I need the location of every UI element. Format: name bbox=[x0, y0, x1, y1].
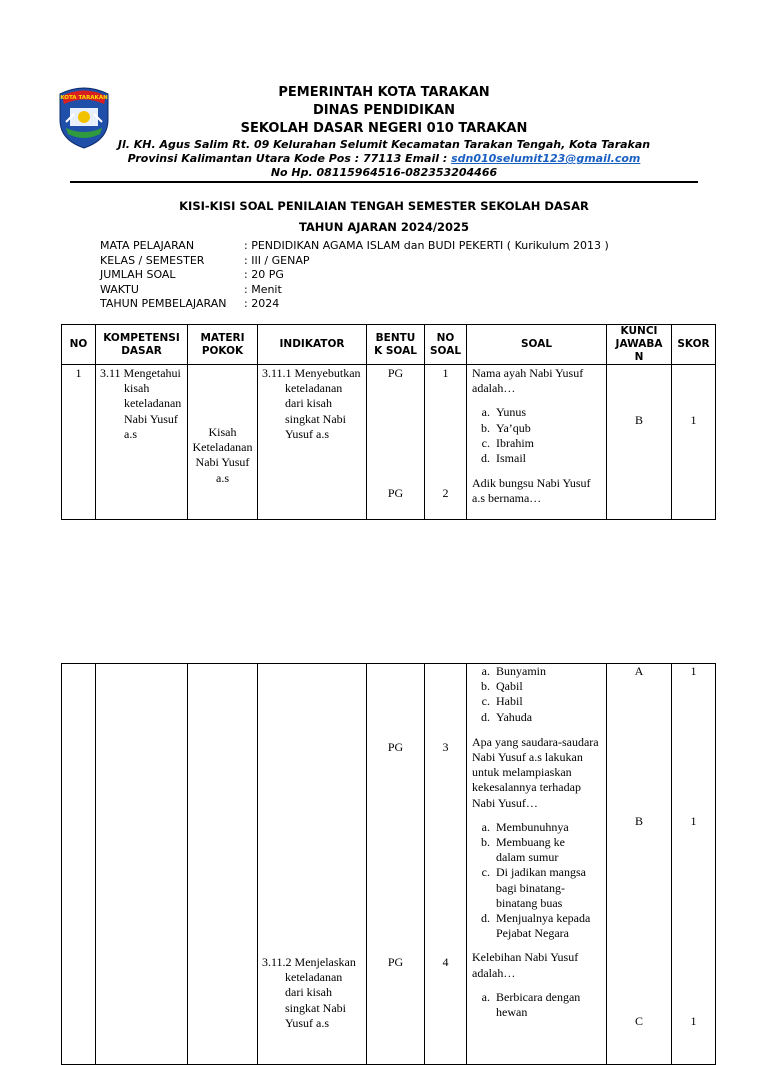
option-letter: a. bbox=[481, 664, 490, 678]
text-line: 1 bbox=[690, 1014, 697, 1028]
text-line: a.s bbox=[124, 426, 137, 441]
answer-option bbox=[472, 911, 606, 926]
text-line: Ibrahim bbox=[496, 435, 534, 450]
letterhead-phone: No Hp. 08115964516-082353204466 bbox=[270, 166, 498, 179]
text-line: N bbox=[634, 351, 644, 363]
letterhead-government: PEMERINTAH KOTA TARAKAN bbox=[278, 85, 490, 100]
answer-option bbox=[472, 451, 606, 466]
option-letter bbox=[472, 896, 490, 911]
text-line: Nabi Yusuf… bbox=[472, 795, 538, 810]
academic-year: TAHUN AJARAN 2024/2025 bbox=[298, 220, 470, 234]
table-row bbox=[62, 365, 716, 520]
info-value: : III / GENAP bbox=[244, 253, 310, 267]
text-line: dari kisah bbox=[285, 985, 332, 1000]
email-link[interactable]: sdn010selumit123@gmail.com bbox=[451, 152, 641, 165]
text-line: adalah… bbox=[472, 965, 516, 980]
text-line: 1 bbox=[690, 814, 697, 828]
text-line: MATERI bbox=[200, 331, 245, 344]
info-label: TAHUN PEMBELAJARAN bbox=[100, 297, 227, 311]
text-line: Yusuf a.s bbox=[285, 1015, 329, 1030]
info-label: JUMLAH SOAL bbox=[100, 268, 176, 282]
header-materi-pokok bbox=[188, 325, 258, 365]
option-letter: d. bbox=[481, 709, 490, 724]
option-letter bbox=[472, 926, 490, 941]
info-value: : PENDIDIKAN AGAMA ISLAM dan BUDI PEKERTI ( Kurikulum 2013 ) bbox=[244, 239, 609, 252]
header-indikator bbox=[258, 325, 367, 365]
cell-no-soal bbox=[425, 664, 467, 1065]
option-letter: b. bbox=[481, 835, 490, 850]
text-line: POKOK bbox=[201, 344, 244, 357]
cell-indikator bbox=[258, 664, 367, 1065]
text-line: a.s bernama… bbox=[472, 491, 542, 506]
text-line: 1 bbox=[75, 366, 82, 380]
cell-indikator bbox=[258, 365, 367, 520]
text-line: Keteladanan bbox=[192, 440, 253, 455]
text-line: Habil bbox=[496, 694, 523, 709]
answer-option bbox=[472, 926, 606, 941]
question-text: Adik bungsu Nabi Yusuf bbox=[472, 476, 591, 491]
text-line: 1 bbox=[690, 664, 697, 678]
info-row bbox=[100, 239, 609, 254]
answer-option bbox=[472, 881, 606, 896]
answer-option bbox=[472, 664, 606, 679]
kisi-kisi-table-continued bbox=[61, 663, 716, 1065]
cell-kunci-jawaban bbox=[607, 365, 672, 520]
text-line: 3 bbox=[442, 740, 449, 754]
header-skor bbox=[672, 325, 716, 365]
header-no-soal bbox=[425, 325, 467, 365]
letterhead-province: Provinsi Kalimantan Utara Kode Pos : 77113 Email : bbox=[127, 152, 452, 165]
option-letter bbox=[472, 881, 490, 896]
text-line: B bbox=[634, 413, 643, 427]
question-text: Nama ayah Nabi Yusuf bbox=[472, 366, 584, 380]
text-line: Berbicara dengan bbox=[496, 989, 581, 1004]
text-line: Membuang ke bbox=[496, 835, 565, 850]
cell-soal bbox=[467, 664, 607, 1065]
text-line: KOMPETENSI bbox=[103, 331, 180, 344]
text-line: keteladanan bbox=[285, 970, 343, 985]
answer-option bbox=[472, 710, 606, 725]
option-letter bbox=[472, 850, 490, 865]
text-line: PG bbox=[387, 955, 404, 969]
text-line: INDIKATOR bbox=[279, 338, 345, 350]
cell-soal bbox=[467, 365, 607, 520]
info-row bbox=[100, 254, 609, 269]
text-line: Qabil bbox=[496, 679, 523, 694]
answer-option bbox=[472, 405, 606, 420]
answer-option bbox=[472, 820, 606, 835]
text-line: SOAL bbox=[520, 338, 553, 350]
text-line: JAWABA bbox=[615, 338, 663, 350]
text-line: 2 bbox=[442, 486, 449, 500]
text-line: Nabi Yusuf a.s lakukan bbox=[472, 750, 583, 765]
text-line: Ismail bbox=[496, 451, 526, 466]
cell-no bbox=[62, 664, 96, 1065]
text-line: NO bbox=[436, 331, 455, 344]
option-letter: d. bbox=[481, 911, 490, 926]
text-line: A bbox=[634, 664, 644, 678]
answer-option bbox=[472, 694, 606, 709]
text-line: KUNCI bbox=[620, 325, 658, 337]
text-line: C bbox=[634, 1014, 643, 1028]
cell-no-soal bbox=[425, 365, 467, 520]
text-line: kisah bbox=[124, 381, 150, 396]
option-letter: a. bbox=[481, 819, 490, 834]
text-line: dari kisah bbox=[285, 396, 332, 411]
text-line: Nabi Yusuf bbox=[195, 455, 250, 470]
info-label: MATA PELAJARAN bbox=[100, 239, 195, 252]
option-letter: a. bbox=[481, 405, 490, 420]
text-line: SOAL bbox=[429, 344, 462, 357]
option-letter: d. bbox=[481, 451, 490, 466]
answer-option bbox=[472, 835, 606, 850]
text-line: Di jadikan mangsa bbox=[496, 865, 586, 880]
info-value: : 20 PG bbox=[244, 268, 284, 282]
answer-option bbox=[472, 421, 606, 436]
text-line: hewan bbox=[496, 1005, 528, 1020]
text-line: PG bbox=[387, 740, 404, 754]
text-line: B bbox=[634, 814, 643, 828]
text-line: 3.11.1 Menyebutkan bbox=[262, 366, 361, 380]
text-line: Pejabat Negara bbox=[496, 926, 569, 941]
option-letter: a. bbox=[481, 989, 490, 1004]
header-bentuk-soal bbox=[367, 325, 425, 365]
answer-option bbox=[472, 896, 606, 911]
cell-bentuk-soal bbox=[367, 365, 425, 520]
text-line: kekesalannya terhadap bbox=[472, 780, 581, 795]
cell-skor bbox=[672, 365, 716, 520]
text-line: 1 bbox=[442, 366, 449, 380]
cell-kompetensi-dasar bbox=[96, 365, 188, 520]
question-text: Apa yang saudara-saudara bbox=[472, 734, 599, 749]
cell-no bbox=[62, 365, 96, 520]
text-line: singkat Nabi bbox=[285, 1000, 346, 1015]
info-row bbox=[100, 297, 609, 312]
option-letter: c. bbox=[481, 694, 490, 709]
info-value: : Menit bbox=[244, 282, 282, 296]
text-line: Yusuf a.s bbox=[285, 426, 329, 441]
letterhead-postal-email bbox=[100, 152, 668, 166]
answer-option bbox=[472, 436, 606, 451]
document-title: KISI-KISI SOAL PENILAIAN TENGAH SEMESTER SEKOLAH DASAR bbox=[179, 199, 589, 213]
cell-bentuk-soal bbox=[367, 664, 425, 1065]
text-line: 3.11.2 Menjelaskan bbox=[262, 955, 356, 969]
text-line: keteladanan bbox=[124, 396, 182, 411]
text-line: SKOR bbox=[677, 338, 710, 350]
info-value: : 2024 bbox=[244, 297, 280, 311]
letterhead-department: DINAS PENDIDIKAN bbox=[312, 103, 456, 118]
text-line: Nabi Yusuf bbox=[124, 411, 178, 426]
info-label: WAKTU bbox=[100, 282, 139, 296]
option-letter: b. bbox=[481, 420, 490, 435]
option-letter: c. bbox=[481, 435, 490, 450]
answer-option bbox=[472, 990, 606, 1005]
text-line: PG bbox=[387, 486, 404, 500]
exam-info bbox=[100, 239, 609, 312]
text-line: PG bbox=[387, 366, 404, 380]
answer-option bbox=[472, 679, 606, 694]
header-kunci-jawaban bbox=[607, 325, 672, 365]
text-line: DASAR bbox=[121, 344, 162, 357]
text-line: Yunus bbox=[496, 405, 527, 420]
letterhead-divider bbox=[70, 181, 698, 183]
option-letter: c. bbox=[481, 865, 490, 880]
text-line: Menjualnya kepada bbox=[496, 911, 591, 926]
text-line: 1 bbox=[690, 413, 697, 427]
answer-option bbox=[472, 865, 606, 880]
text-line: a.s bbox=[216, 470, 229, 485]
letterhead-school: SEKOLAH DASAR NEGERI 010 TARAKAN bbox=[240, 121, 528, 136]
text-line: singkat Nabi bbox=[285, 411, 346, 426]
text-line: Bunyamin bbox=[496, 664, 546, 678]
text-line: NO bbox=[69, 338, 88, 350]
text-line: binatang buas bbox=[496, 895, 563, 910]
kisi-kisi-table bbox=[61, 324, 716, 520]
text-line: Kisah bbox=[208, 425, 237, 439]
header-soal bbox=[467, 325, 607, 365]
question-text: Kelebihan Nabi Yusuf bbox=[472, 950, 579, 965]
letterhead bbox=[100, 84, 668, 180]
cell-skor bbox=[672, 664, 716, 1065]
header-kompetensi-dasar bbox=[96, 325, 188, 365]
option-letter: b. bbox=[481, 679, 490, 694]
header-no bbox=[62, 325, 96, 365]
text-line: 4 bbox=[442, 955, 449, 969]
text-line: keteladanan bbox=[285, 381, 343, 396]
text-line: adalah… bbox=[472, 381, 516, 396]
answer-option bbox=[472, 1005, 606, 1020]
text-line: K SOAL bbox=[374, 344, 417, 357]
text-line: Yahuda bbox=[496, 709, 533, 724]
cell-kompetensi-dasar bbox=[96, 664, 188, 1065]
cell-materi-pokok bbox=[188, 365, 258, 520]
text-line: Membunuhnya bbox=[496, 819, 569, 834]
info-row bbox=[100, 268, 609, 283]
info-label: KELAS / SEMESTER bbox=[100, 253, 205, 267]
text-line: 3.11 Mengetahui bbox=[100, 366, 181, 380]
table-row bbox=[62, 664, 716, 1065]
letterhead-address: Jl. KH. Agus Salim Rt. 09 Kelurahan Selumit Kecamatan Tarakan Tengah, Kota Tarakan bbox=[117, 138, 651, 151]
cell-materi-pokok bbox=[188, 664, 258, 1065]
table-header-row bbox=[62, 325, 716, 365]
answer-option bbox=[472, 850, 606, 865]
text-line: bagi binatang- bbox=[496, 880, 565, 895]
option-letter bbox=[472, 1005, 490, 1020]
cell-kunci-jawaban bbox=[607, 664, 672, 1065]
text-line: Ya’qub bbox=[496, 420, 531, 435]
text-line: untuk melampiaskan bbox=[472, 765, 572, 780]
text-line: BENTU bbox=[375, 331, 416, 344]
text-line: dalam sumur bbox=[496, 850, 559, 865]
logo-text: KOTA TARAKAN bbox=[60, 95, 108, 101]
info-row bbox=[100, 283, 609, 298]
